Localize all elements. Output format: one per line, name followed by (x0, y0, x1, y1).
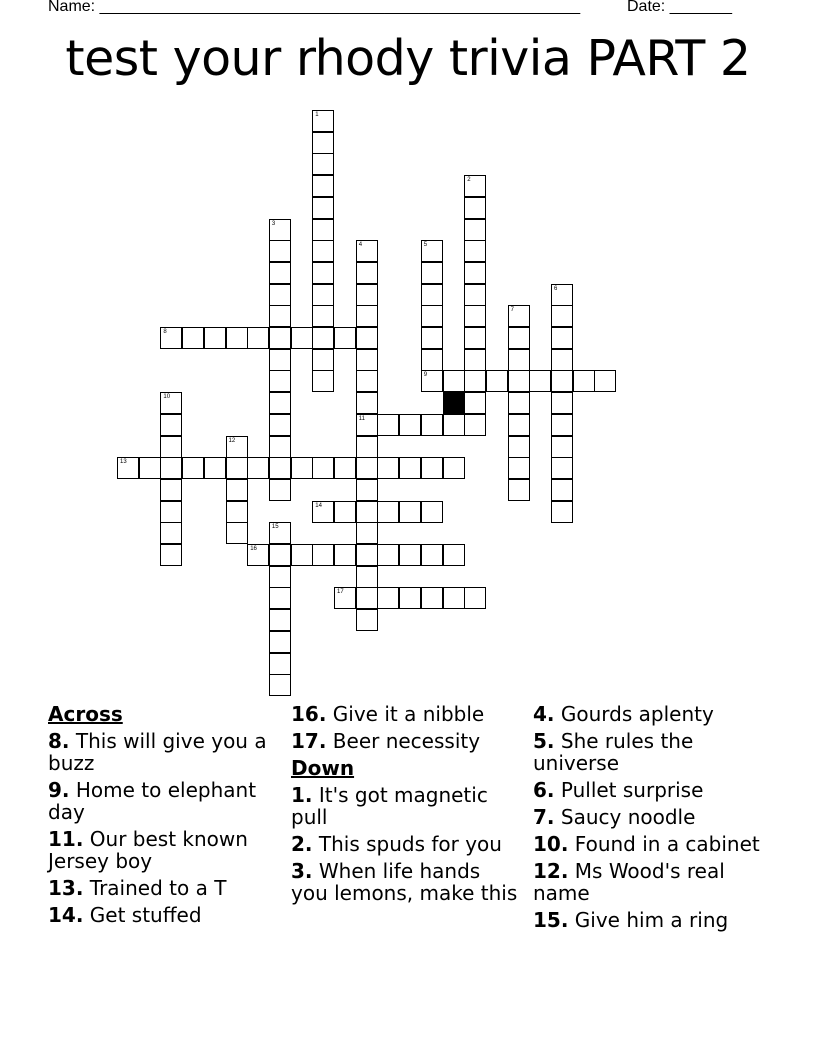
crossword-cell[interactable] (291, 544, 313, 566)
crossword-cell[interactable] (269, 587, 291, 609)
crossword-cell[interactable] (312, 370, 334, 392)
crossword-cell[interactable] (551, 414, 573, 436)
crossword-cell[interactable] (356, 566, 378, 588)
crossword-cell[interactable] (443, 544, 465, 566)
clue-number: 5 (423, 242, 428, 249)
crossword-cell[interactable] (421, 262, 443, 284)
crossword-cell[interactable] (464, 370, 486, 392)
across-clue-list (48, 730, 278, 926)
crossword-cell[interactable] (443, 414, 465, 436)
crossword-cell[interactable] (551, 327, 573, 349)
clue-number: 13 (120, 459, 127, 466)
crossword-cell[interactable] (464, 197, 486, 219)
clue-item-text: Found in a cabinet (568, 832, 760, 856)
crossword-cell[interactable] (269, 674, 291, 696)
crossword-cell[interactable] (421, 240, 443, 262)
crossword-cell[interactable] (464, 327, 486, 349)
clue-item-text: When life hands you lemons, make this (291, 859, 518, 905)
crossword-cell[interactable] (312, 197, 334, 219)
crossword-cell[interactable] (269, 479, 291, 501)
crossword-cell[interactable] (312, 262, 334, 284)
crossword-cell[interactable] (139, 457, 161, 479)
clue-item-number: 6. (533, 778, 555, 802)
crossword-cell[interactable] (551, 305, 573, 327)
crossword-cell[interactable] (421, 544, 443, 566)
crossword-cell[interactable] (160, 327, 182, 349)
crossword-cell[interactable] (594, 370, 616, 392)
crossword-cell[interactable] (508, 457, 530, 479)
crossword-black-cell (443, 392, 465, 414)
crossword-cell[interactable] (551, 479, 573, 501)
crossword-cell[interactable] (356, 349, 378, 371)
clue-column-1 (48, 703, 278, 931)
crossword-cell[interactable] (269, 457, 291, 479)
crossword-cell[interactable] (464, 219, 486, 241)
crossword-cell[interactable] (551, 501, 573, 523)
crossword-cell[interactable] (421, 370, 443, 392)
clue-item-text: This will give you a buzz (48, 729, 267, 775)
crossword-cell[interactable] (508, 370, 530, 392)
crossword-cell[interactable] (421, 327, 443, 349)
clue-item-text: Gourds aplenty (554, 702, 714, 726)
crossword-cell[interactable] (551, 392, 573, 414)
clue-number: 15 (271, 524, 279, 531)
crossword-cell[interactable] (443, 370, 465, 392)
crossword-cell[interactable] (399, 414, 421, 436)
crossword-cell[interactable] (464, 305, 486, 327)
crossword-cell[interactable] (399, 587, 421, 609)
crossword-cell[interactable] (312, 110, 334, 132)
clue-item-text: Ms Wood's real name (533, 859, 725, 905)
clue-item-number: 15. (533, 908, 569, 932)
crossword-cell[interactable] (443, 587, 465, 609)
crossword-cell[interactable] (356, 305, 378, 327)
clue-item-text: Saucy noodle (554, 805, 696, 829)
crossword-cell[interactable] (508, 479, 530, 501)
crossword-cell[interactable] (160, 479, 182, 501)
crossword-cell[interactable] (529, 370, 551, 392)
clue-column-2 (291, 703, 521, 909)
crossword-cell[interactable] (356, 262, 378, 284)
across-clue-list-continued (291, 703, 521, 752)
clue-item (291, 703, 521, 725)
crossword-cell[interactable] (508, 436, 530, 458)
crossword-cell[interactable] (551, 349, 573, 371)
crossword-cell[interactable] (421, 284, 443, 306)
clue-item-number: 7. (533, 805, 555, 829)
name-field-label: Name: ______________________________________________________ (48, 0, 581, 15)
clue-item (533, 806, 763, 828)
clue-item (48, 730, 278, 774)
crossword-cell[interactable] (377, 544, 399, 566)
crossword-cell[interactable] (334, 501, 356, 523)
crossword-cell[interactable] (269, 566, 291, 588)
clue-item-text: Get stuffed (83, 903, 202, 927)
crossword-cell[interactable] (269, 631, 291, 653)
crossword-cell[interactable] (356, 327, 378, 349)
crossword-cell[interactable] (226, 327, 248, 349)
crossword-cell[interactable] (377, 414, 399, 436)
clue-number: 17 (337, 589, 344, 596)
crossword-cell[interactable] (312, 219, 334, 241)
crossword-cell[interactable] (464, 175, 486, 197)
crossword-cell[interactable] (312, 457, 334, 479)
crossword-cell[interactable] (464, 392, 486, 414)
clue-item (48, 904, 278, 926)
crossword-cell[interactable] (464, 240, 486, 262)
clue-column-3 (533, 703, 763, 936)
clue-item-text: Beer necessity (326, 729, 481, 753)
clue-item-text: This spuds for you (312, 832, 502, 856)
clue-number: 10 (163, 394, 171, 401)
crossword-cell[interactable] (269, 349, 291, 371)
crossword-cell[interactable] (312, 153, 334, 175)
crossword-cell[interactable] (269, 436, 291, 458)
clue-item (291, 784, 521, 828)
crossword-cell[interactable] (377, 587, 399, 609)
clue-number: 3 (271, 220, 276, 227)
crossword-cell[interactable] (312, 349, 334, 371)
crossword-cell[interactable] (160, 522, 182, 544)
clue-item (291, 860, 521, 904)
crossword-cell[interactable] (421, 305, 443, 327)
clue-number: 7 (510, 307, 514, 314)
crossword-cell[interactable] (356, 240, 378, 262)
crossword-cell[interactable] (247, 544, 269, 566)
crossword-cell[interactable] (399, 501, 421, 523)
clue-number: 1 (315, 112, 319, 118)
crossword-cell[interactable] (334, 587, 356, 609)
down-heading: Down (291, 756, 355, 780)
clue-item (48, 779, 278, 823)
clue-item-number: 10. (533, 832, 569, 856)
clue-item (533, 909, 763, 931)
clue-item-number: 11. (48, 827, 84, 851)
clue-number: 9 (423, 372, 428, 379)
crossword-cell[interactable] (312, 284, 334, 306)
crossword-cell[interactable] (269, 327, 291, 349)
clue-item-number: 14. (48, 903, 84, 927)
crossword-cell[interactable] (269, 522, 291, 544)
clue-number: 14 (315, 502, 322, 509)
clue-item-number: 17. (291, 729, 327, 753)
crossword-cell[interactable] (204, 327, 226, 349)
crossword-cell[interactable] (421, 587, 443, 609)
crossword-cell[interactable] (117, 457, 139, 479)
clue-item (48, 877, 278, 899)
crossword-cell[interactable] (269, 392, 291, 414)
crossword-cell[interactable] (269, 219, 291, 241)
crossword-cell[interactable] (269, 414, 291, 436)
crossword-cell[interactable] (312, 305, 334, 327)
crossword-cell[interactable] (312, 544, 334, 566)
clue-item (48, 828, 278, 872)
crossword-cell[interactable] (508, 349, 530, 371)
crossword-cell[interactable] (443, 457, 465, 479)
crossword-cell[interactable] (334, 327, 356, 349)
crossword-cell[interactable] (356, 414, 378, 436)
clue-item-text: Our best known Jersey boy (48, 827, 248, 873)
crossword-cell[interactable] (334, 544, 356, 566)
crossword-cell[interactable] (356, 284, 378, 306)
crossword-cell[interactable] (160, 501, 182, 523)
crossword-cell[interactable] (551, 457, 573, 479)
crossword-cell[interactable] (226, 501, 248, 523)
crossword-cell[interactable] (312, 240, 334, 262)
crossword-cell[interactable] (356, 609, 378, 631)
crossword-cell[interactable] (551, 370, 573, 392)
crossword-cell[interactable] (464, 349, 486, 371)
crossword-cell[interactable] (551, 284, 573, 306)
crossword-cell[interactable] (399, 544, 421, 566)
crossword-cell[interactable] (421, 501, 443, 523)
clue-item-text: Give him a ring (568, 908, 729, 932)
crossword-cell[interactable] (226, 522, 248, 544)
crossword-cell[interactable] (312, 327, 334, 349)
crossword-cell[interactable] (464, 262, 486, 284)
crossword-cell[interactable] (269, 284, 291, 306)
crossword-cell[interactable] (312, 175, 334, 197)
clue-item (533, 730, 763, 774)
crossword-cell[interactable] (399, 457, 421, 479)
crossword-cell[interactable] (356, 587, 378, 609)
crossword-cell[interactable] (160, 457, 182, 479)
crossword-cell[interactable] (160, 436, 182, 458)
crossword-cell[interactable] (160, 544, 182, 566)
crossword-cell[interactable] (421, 349, 443, 371)
clue-item-text: Home to elephant day (48, 778, 257, 824)
crossword-cell[interactable] (182, 327, 204, 349)
crossword-cell[interactable] (182, 457, 204, 479)
clue-item-number: 16. (291, 702, 327, 726)
clue-number: 16 (250, 546, 257, 552)
clue-item (291, 730, 521, 752)
clue-item-number: 12. (533, 859, 569, 883)
crossword-cell[interactable] (312, 501, 334, 523)
clue-item-text: Pullet surprise (554, 778, 704, 802)
crossword-cell[interactable] (269, 544, 291, 566)
clue-item-text: It's got magnetic pull (291, 783, 488, 829)
clue-item-number: 1. (291, 783, 313, 807)
clue-item-text: Trained to a T (83, 876, 227, 900)
crossword-cell[interactable] (226, 457, 248, 479)
across-heading: Across (48, 702, 123, 726)
clue-item-text: She rules the universe (533, 729, 694, 775)
crossword-cell[interactable] (160, 414, 182, 436)
down-clue-list-continued (533, 703, 763, 931)
crossword-cell[interactable] (356, 479, 378, 501)
crossword-cell[interactable] (247, 457, 269, 479)
crossword-cell[interactable] (508, 305, 530, 327)
clue-item (533, 833, 763, 855)
crossword-cell[interactable] (269, 305, 291, 327)
crossword-cell[interactable] (269, 370, 291, 392)
crossword-cell[interactable] (334, 457, 356, 479)
clue-number: 6 (554, 285, 558, 292)
clue-number: 8 (163, 329, 167, 335)
clue-item-number: 8. (48, 729, 70, 753)
down-clue-list (291, 784, 521, 904)
date-field-label: Date: _______ (627, 0, 732, 15)
clue-item-text: Give it a nibble (326, 702, 485, 726)
crossword-cell[interactable] (508, 327, 530, 349)
crossword-cell[interactable] (204, 457, 226, 479)
page-title: test your rhody trivia PART 2 (65, 30, 751, 87)
crossword-cell[interactable] (226, 436, 248, 458)
crossword-cell[interactable] (269, 262, 291, 284)
crossword-cell[interactable] (508, 392, 530, 414)
clue-item-number: 5. (533, 729, 555, 753)
clue-number: 4 (358, 242, 363, 249)
clue-item (533, 703, 763, 725)
crossword-cell[interactable] (508, 414, 530, 436)
clue-item-number: 13. (48, 876, 84, 900)
crossword-cell[interactable] (247, 327, 269, 349)
clue-item (291, 833, 521, 855)
crossword-cell[interactable] (486, 370, 508, 392)
clue-item-number: 3. (291, 859, 313, 883)
crossword-cell[interactable] (356, 457, 378, 479)
crossword-cell[interactable] (356, 392, 378, 414)
crossword-cell[interactable] (356, 370, 378, 392)
crossword-cell[interactable] (356, 436, 378, 458)
clue-number: 2 (467, 177, 471, 184)
crossword-cell[interactable] (269, 240, 291, 262)
crossword-cell[interactable] (226, 479, 248, 501)
crossword-cell[interactable] (291, 457, 313, 479)
crossword-cell[interactable] (269, 653, 291, 675)
crossword-cell[interactable] (356, 522, 378, 544)
crossword-cell[interactable] (291, 327, 313, 349)
crossword-cell[interactable] (464, 284, 486, 306)
clue-number: 12 (228, 437, 236, 444)
crossword-cell[interactable] (269, 609, 291, 631)
clue-item-number: 4. (533, 702, 555, 726)
crossword-cell[interactable] (312, 132, 334, 154)
crossword-cell[interactable] (573, 370, 595, 392)
clue-item (533, 860, 763, 904)
crossword-cell[interactable] (377, 501, 399, 523)
clue-number: 11 (358, 415, 365, 422)
crossword-cell[interactable] (421, 414, 443, 436)
crossword-cell[interactable] (464, 414, 486, 436)
crossword-cell[interactable] (356, 544, 378, 566)
clue-item (533, 779, 763, 801)
crossword-cell[interactable] (160, 392, 182, 414)
clue-item-number: 2. (291, 832, 313, 856)
crossword-cell[interactable] (551, 436, 573, 458)
crossword-cell[interactable] (464, 587, 486, 609)
crossword-cell[interactable] (377, 457, 399, 479)
crossword-cell[interactable] (421, 457, 443, 479)
crossword-cell[interactable] (356, 501, 378, 523)
clue-item-number: 9. (48, 778, 70, 802)
